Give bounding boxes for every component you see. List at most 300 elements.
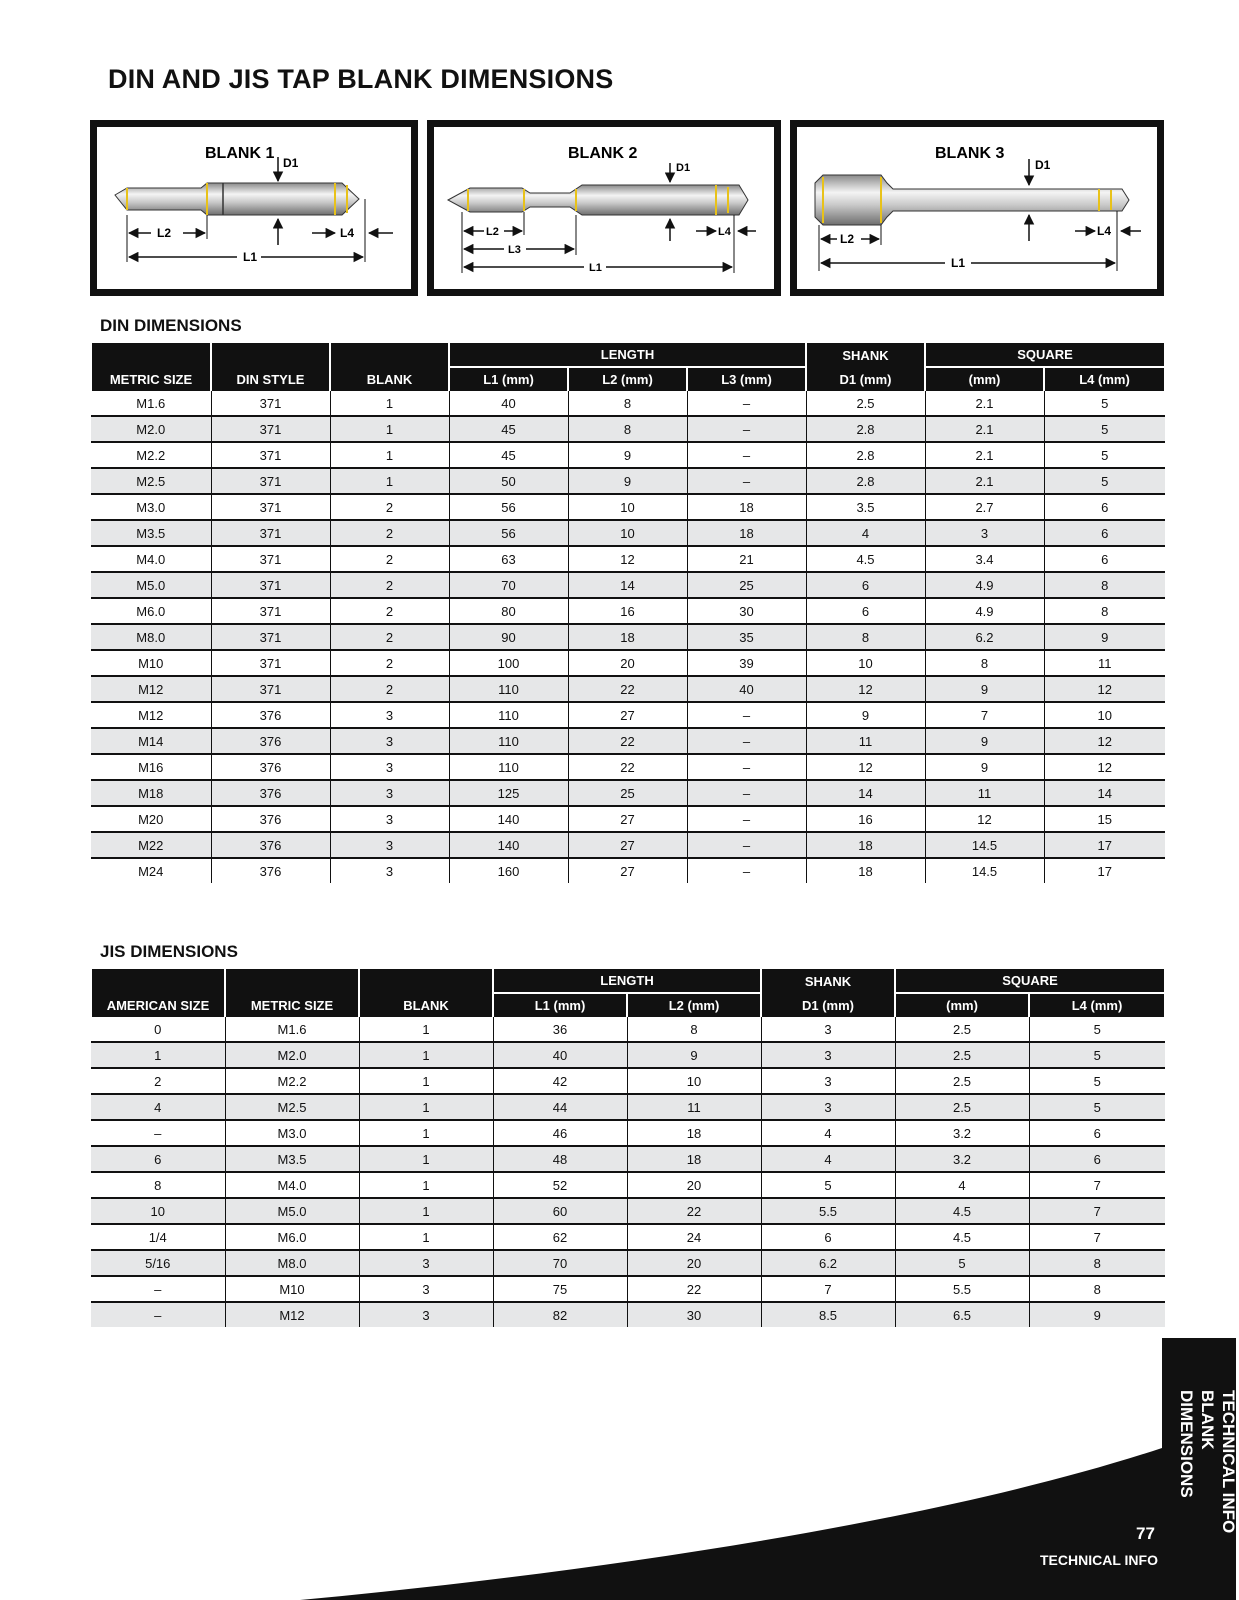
blank-2-d1-label: D1 — [676, 162, 691, 174]
table-cell: 6.5 — [895, 1302, 1029, 1327]
table-cell: 9 — [925, 728, 1044, 754]
table-cell: 371 — [211, 546, 330, 572]
table-cell: 40 — [493, 1042, 627, 1068]
table-cell: 140 — [449, 832, 568, 858]
table-cell: 2 — [330, 676, 449, 702]
jis-table-row — [91, 1017, 1165, 1042]
table-cell: 20 — [627, 1172, 761, 1198]
table-cell: 1 — [359, 1068, 493, 1094]
table-cell: 6 — [91, 1146, 225, 1172]
blank-3-l1-label: L1 — [951, 256, 966, 270]
table-cell: 1 — [359, 1017, 493, 1042]
din-table-row — [91, 520, 1165, 546]
table-cell: 1 — [359, 1094, 493, 1120]
table-cell: 8 — [1044, 572, 1165, 598]
table-cell: M12 — [225, 1302, 359, 1327]
din-col-l3: L3 (mm) — [687, 367, 806, 391]
table-cell: 25 — [687, 572, 806, 598]
din-table-row — [91, 780, 1165, 806]
table-cell: 1 — [330, 468, 449, 494]
table-cell: 4 — [895, 1172, 1029, 1198]
blank-1-diagram — [97, 127, 411, 289]
table-cell: 376 — [211, 702, 330, 728]
table-cell: 6 — [1044, 494, 1165, 520]
table-cell: 46 — [493, 1120, 627, 1146]
din-table-row — [91, 650, 1165, 676]
table-cell: 70 — [449, 572, 568, 598]
blank-1-panel — [90, 120, 418, 296]
table-cell: 2 — [91, 1068, 225, 1094]
jis-col-d1: D1 (mm) — [761, 993, 895, 1017]
table-cell: 8 — [627, 1017, 761, 1042]
din-table-row — [91, 624, 1165, 650]
table-cell: 1 — [359, 1224, 493, 1250]
table-cell: 35 — [687, 624, 806, 650]
table-cell: 6 — [1029, 1120, 1165, 1146]
table-cell: 3 — [359, 1302, 493, 1327]
table-cell: 2.7 — [925, 494, 1044, 520]
table-cell: 9 — [925, 754, 1044, 780]
table-cell: 10 — [568, 520, 687, 546]
table-cell: 376 — [211, 754, 330, 780]
table-cell: – — [687, 468, 806, 494]
table-cell: 3.5 — [806, 494, 925, 520]
jis-group-shank: SHANK — [761, 969, 895, 993]
table-cell: 18 — [806, 858, 925, 883]
table-cell: M1.6 — [225, 1017, 359, 1042]
table-cell: 5/16 — [91, 1250, 225, 1276]
table-cell: 1 — [330, 391, 449, 416]
table-cell: M10 — [225, 1276, 359, 1302]
din-table-row — [91, 858, 1165, 883]
table-cell: M5.0 — [225, 1198, 359, 1224]
din-group-shank: SHANK — [806, 343, 925, 367]
table-cell: 4 — [761, 1146, 895, 1172]
table-cell: 9 — [568, 442, 687, 468]
table-cell: 6 — [761, 1224, 895, 1250]
table-cell: – — [687, 754, 806, 780]
table-cell: 45 — [449, 442, 568, 468]
table-cell: 110 — [449, 676, 568, 702]
table-cell: 75 — [493, 1276, 627, 1302]
table-cell: 22 — [627, 1276, 761, 1302]
blank-2-l3-label: L3 — [508, 244, 521, 256]
table-cell: 14.5 — [925, 858, 1044, 883]
page-title: DIN AND JIS TAP BLANK DIMENSIONS — [108, 64, 614, 94]
din-table — [90, 343, 1166, 883]
jis-table-row — [91, 1224, 1165, 1250]
table-cell: M2.2 — [91, 442, 211, 468]
table-cell: 18 — [687, 494, 806, 520]
table-cell: 14.5 — [925, 832, 1044, 858]
jis-table-row — [91, 1302, 1165, 1327]
table-cell: 4 — [806, 520, 925, 546]
jis-col-l1: L1 (mm) — [493, 993, 627, 1017]
table-cell: 21 — [687, 546, 806, 572]
table-cell: 3 — [761, 1042, 895, 1068]
jis-table-row — [91, 1276, 1165, 1302]
table-cell: 56 — [449, 520, 568, 546]
table-cell: 2.1 — [925, 442, 1044, 468]
jis-col-blank: BLANK — [359, 969, 493, 1017]
table-cell: 12 — [568, 546, 687, 572]
table-cell: 14 — [568, 572, 687, 598]
table-cell: 2 — [330, 494, 449, 520]
table-cell: M3.0 — [225, 1120, 359, 1146]
table-cell: 12 — [1044, 676, 1165, 702]
table-cell: M5.0 — [91, 572, 211, 598]
table-cell: 17 — [1044, 858, 1165, 883]
table-cell: 40 — [687, 676, 806, 702]
table-cell: 371 — [211, 442, 330, 468]
table-cell: 63 — [449, 546, 568, 572]
table-cell: 1 — [359, 1172, 493, 1198]
jis-table-row — [91, 1172, 1165, 1198]
din-table-row — [91, 676, 1165, 702]
table-cell: 15 — [1044, 806, 1165, 832]
table-cell: 9 — [925, 676, 1044, 702]
table-cell: 6.2 — [925, 624, 1044, 650]
table-cell: 10 — [91, 1198, 225, 1224]
blank-3-l4-label: L4 — [1097, 224, 1112, 238]
blank-2-l2-label: L2 — [486, 226, 499, 238]
table-cell: 2.5 — [895, 1094, 1029, 1120]
blank-3-diagram — [797, 127, 1157, 289]
blank-3-title: BLANK 3 — [935, 145, 1005, 162]
table-cell: 2 — [330, 572, 449, 598]
side-tab-line-2: BLANK DIMENSIONS — [1177, 1390, 1217, 1498]
table-cell: 110 — [449, 728, 568, 754]
din-table-row — [91, 728, 1165, 754]
table-cell: 12 — [925, 806, 1044, 832]
table-cell: 7 — [1029, 1198, 1165, 1224]
table-cell: 5 — [1044, 391, 1165, 416]
table-cell: 4.5 — [895, 1224, 1029, 1250]
page-number: 77 — [1136, 1524, 1155, 1543]
table-cell: 27 — [568, 806, 687, 832]
table-cell: – — [91, 1276, 225, 1302]
table-cell: 3 — [330, 702, 449, 728]
table-cell: 7 — [1029, 1224, 1165, 1250]
table-cell: 20 — [568, 650, 687, 676]
jis-table-row — [91, 1042, 1165, 1068]
blank-1-l1-label: L1 — [243, 250, 258, 264]
table-cell: 371 — [211, 650, 330, 676]
blank-2-l4-label: L4 — [718, 226, 731, 238]
table-cell: 2.1 — [925, 468, 1044, 494]
table-cell: 27 — [568, 858, 687, 883]
table-cell: M4.0 — [91, 546, 211, 572]
table-cell: – — [687, 442, 806, 468]
table-cell: M8.0 — [91, 624, 211, 650]
table-cell: 371 — [211, 494, 330, 520]
table-cell: M2.0 — [225, 1042, 359, 1068]
table-cell: 4.5 — [895, 1198, 1029, 1224]
table-cell: 3 — [761, 1017, 895, 1042]
table-cell: 5 — [1029, 1094, 1165, 1120]
din-col-metric-size: METRIC SIZE — [91, 343, 211, 391]
table-cell: 125 — [449, 780, 568, 806]
table-cell: 8 — [925, 650, 1044, 676]
table-cell: – — [687, 806, 806, 832]
table-cell: M12 — [91, 702, 211, 728]
table-cell: M16 — [91, 754, 211, 780]
table-cell: – — [91, 1302, 225, 1327]
table-cell: 12 — [1044, 728, 1165, 754]
table-cell: 5 — [895, 1250, 1029, 1276]
table-cell: 371 — [211, 468, 330, 494]
table-cell: – — [687, 858, 806, 883]
table-cell: 3 — [330, 858, 449, 883]
table-cell: 4.9 — [925, 572, 1044, 598]
table-cell: 371 — [211, 416, 330, 442]
table-cell: M2.0 — [91, 416, 211, 442]
table-cell: 3 — [330, 728, 449, 754]
table-cell: – — [91, 1120, 225, 1146]
din-group-square: SQUARE — [925, 343, 1165, 367]
table-cell: 4.5 — [806, 546, 925, 572]
table-cell: 100 — [449, 650, 568, 676]
table-cell: 371 — [211, 520, 330, 546]
table-cell: 5 — [761, 1172, 895, 1198]
table-cell: 5 — [1044, 442, 1165, 468]
din-col-l4: L4 (mm) — [1044, 367, 1165, 391]
table-cell: 60 — [493, 1198, 627, 1224]
table-cell: 3 — [330, 806, 449, 832]
table-cell: 2.5 — [895, 1042, 1029, 1068]
table-cell: 70 — [493, 1250, 627, 1276]
table-cell: 6 — [806, 598, 925, 624]
table-cell: 5 — [1029, 1068, 1165, 1094]
table-cell: 44 — [493, 1094, 627, 1120]
jis-section-title: JIS DIMENSIONS — [100, 942, 238, 961]
table-cell: 4 — [91, 1094, 225, 1120]
table-cell: 20 — [627, 1250, 761, 1276]
jis-table — [90, 969, 1166, 1327]
table-cell: 1 — [330, 416, 449, 442]
table-cell: 5 — [1029, 1017, 1165, 1042]
table-cell: 40 — [449, 391, 568, 416]
table-cell: 3.4 — [925, 546, 1044, 572]
table-cell: 45 — [449, 416, 568, 442]
table-cell: 2.8 — [806, 442, 925, 468]
table-cell: 1 — [359, 1042, 493, 1068]
table-cell: 6 — [1044, 520, 1165, 546]
table-cell: M4.0 — [225, 1172, 359, 1198]
blank-2-diagram — [434, 127, 774, 289]
table-cell: 17 — [1044, 832, 1165, 858]
blank-1-d1-label: D1 — [283, 156, 299, 170]
table-cell: 8 — [806, 624, 925, 650]
table-cell: M14 — [91, 728, 211, 754]
table-cell: M6.0 — [225, 1224, 359, 1250]
table-cell: 4 — [761, 1120, 895, 1146]
table-cell: 3 — [925, 520, 1044, 546]
jis-table-row — [91, 1250, 1165, 1276]
jis-col-american-size: AMERICAN SIZE — [91, 969, 225, 1017]
table-cell: 376 — [211, 858, 330, 883]
table-cell: – — [687, 416, 806, 442]
table-cell: 8 — [568, 391, 687, 416]
table-cell: 1/4 — [91, 1224, 225, 1250]
table-cell: 3 — [330, 754, 449, 780]
table-cell: 50 — [449, 468, 568, 494]
table-cell: 18 — [627, 1120, 761, 1146]
table-cell: 11 — [925, 780, 1044, 806]
table-cell: M18 — [91, 780, 211, 806]
table-cell: 2.5 — [895, 1068, 1029, 1094]
table-cell: 2.8 — [806, 468, 925, 494]
footer-label: TECHNICAL INFO — [1040, 1552, 1158, 1568]
table-cell: 24 — [627, 1224, 761, 1250]
table-cell: – — [687, 728, 806, 754]
table-cell: 2.1 — [925, 416, 1044, 442]
table-cell: M22 — [91, 832, 211, 858]
table-cell: M10 — [91, 650, 211, 676]
blank-1-title: BLANK 1 — [205, 145, 275, 162]
table-cell: 22 — [568, 728, 687, 754]
jis-col-l4: L4 (mm) — [1029, 993, 1165, 1017]
table-cell: 160 — [449, 858, 568, 883]
din-table-row — [91, 572, 1165, 598]
table-cell: 3 — [761, 1068, 895, 1094]
blank-2-panel — [427, 120, 781, 296]
table-cell: M1.6 — [91, 391, 211, 416]
table-cell: 18 — [568, 624, 687, 650]
din-table-row — [91, 442, 1165, 468]
table-cell: 9 — [1044, 624, 1165, 650]
din-group-length: LENGTH — [449, 343, 806, 367]
table-cell: 3.2 — [895, 1146, 1029, 1172]
jis-table-row — [91, 1094, 1165, 1120]
din-table-row — [91, 832, 1165, 858]
table-cell: M12 — [91, 676, 211, 702]
table-cell: 3 — [359, 1276, 493, 1302]
table-cell: 42 — [493, 1068, 627, 1094]
table-cell: 22 — [568, 754, 687, 780]
table-cell: – — [687, 702, 806, 728]
table-cell: 10 — [627, 1068, 761, 1094]
table-cell: 1 — [359, 1146, 493, 1172]
table-cell: 8.5 — [761, 1302, 895, 1327]
table-cell: M2.5 — [91, 468, 211, 494]
table-cell: 11 — [1044, 650, 1165, 676]
table-cell: 14 — [1044, 780, 1165, 806]
table-cell: 48 — [493, 1146, 627, 1172]
table-cell: 8 — [91, 1172, 225, 1198]
table-cell: 10 — [1044, 702, 1165, 728]
jis-table-row — [91, 1198, 1165, 1224]
jis-group-square: SQUARE — [895, 969, 1165, 993]
table-cell: 11 — [806, 728, 925, 754]
table-cell: M6.0 — [91, 598, 211, 624]
table-cell: 30 — [687, 598, 806, 624]
table-cell: 16 — [568, 598, 687, 624]
din-table-row — [91, 416, 1165, 442]
table-cell: 2.5 — [895, 1017, 1029, 1042]
table-cell: 11 — [627, 1094, 761, 1120]
table-cell: 22 — [568, 676, 687, 702]
table-cell: 5.5 — [895, 1276, 1029, 1302]
table-cell: 5 — [1044, 416, 1165, 442]
table-cell: 12 — [806, 754, 925, 780]
table-cell: 27 — [568, 832, 687, 858]
din-col-d1: D1 (mm) — [806, 367, 925, 391]
din-section-title: DIN DIMENSIONS — [100, 316, 242, 335]
table-cell: M2.5 — [225, 1094, 359, 1120]
blank-2-title: BLANK 2 — [568, 145, 638, 162]
table-cell: 6 — [1044, 546, 1165, 572]
table-cell: 3 — [761, 1094, 895, 1120]
table-cell: 140 — [449, 806, 568, 832]
jis-table-body — [91, 1017, 1165, 1327]
blank-1-l4-label: L4 — [340, 226, 355, 240]
table-cell: 8 — [1029, 1276, 1165, 1302]
table-cell: 2.8 — [806, 416, 925, 442]
table-cell: 62 — [493, 1224, 627, 1250]
table-cell: 18 — [687, 520, 806, 546]
blank-3-l2-label: L2 — [840, 232, 855, 246]
table-cell: 9 — [806, 702, 925, 728]
jis-col-square-mm: (mm) — [895, 993, 1029, 1017]
table-cell: 2.1 — [925, 391, 1044, 416]
table-cell: 371 — [211, 572, 330, 598]
table-cell: – — [687, 391, 806, 416]
table-cell: 2 — [330, 598, 449, 624]
table-cell: 371 — [211, 598, 330, 624]
din-table-row — [91, 546, 1165, 572]
table-cell: 16 — [806, 806, 925, 832]
jis-col-metric-size: METRIC SIZE — [225, 969, 359, 1017]
table-cell: 39 — [687, 650, 806, 676]
table-cell: 9 — [568, 468, 687, 494]
din-col-l2: L2 (mm) — [568, 367, 687, 391]
table-cell: 4.9 — [925, 598, 1044, 624]
table-cell: 376 — [211, 832, 330, 858]
din-col-din-style: DIN STYLE — [211, 343, 330, 391]
table-cell: 82 — [493, 1302, 627, 1327]
table-cell: 8 — [568, 416, 687, 442]
table-cell: 22 — [627, 1198, 761, 1224]
table-cell: 2 — [330, 650, 449, 676]
table-cell: 18 — [627, 1146, 761, 1172]
jis-table-row — [91, 1120, 1165, 1146]
table-cell: 9 — [627, 1042, 761, 1068]
table-cell: 18 — [806, 832, 925, 858]
table-cell: 3 — [330, 780, 449, 806]
din-table-row — [91, 468, 1165, 494]
table-cell: 376 — [211, 728, 330, 754]
table-cell: 1 — [91, 1042, 225, 1068]
table-cell: 371 — [211, 391, 330, 416]
table-cell: 5 — [1044, 468, 1165, 494]
side-tab-line-1: TECHNICAL INFO — [1219, 1390, 1238, 1534]
table-cell: 3.2 — [895, 1120, 1029, 1146]
jis-table-row — [91, 1146, 1165, 1172]
table-cell: 12 — [806, 676, 925, 702]
din-table-row — [91, 391, 1165, 416]
table-cell: 2.5 — [806, 391, 925, 416]
side-tab-label — [1175, 1390, 1239, 1550]
table-cell: 9 — [1029, 1302, 1165, 1327]
blank-1-l2-label: L2 — [157, 226, 172, 240]
table-cell: 7 — [925, 702, 1044, 728]
table-cell: 2 — [330, 546, 449, 572]
table-cell: 371 — [211, 676, 330, 702]
table-cell: 56 — [449, 494, 568, 520]
table-cell: M3.5 — [91, 520, 211, 546]
table-cell: 5.5 — [761, 1198, 895, 1224]
